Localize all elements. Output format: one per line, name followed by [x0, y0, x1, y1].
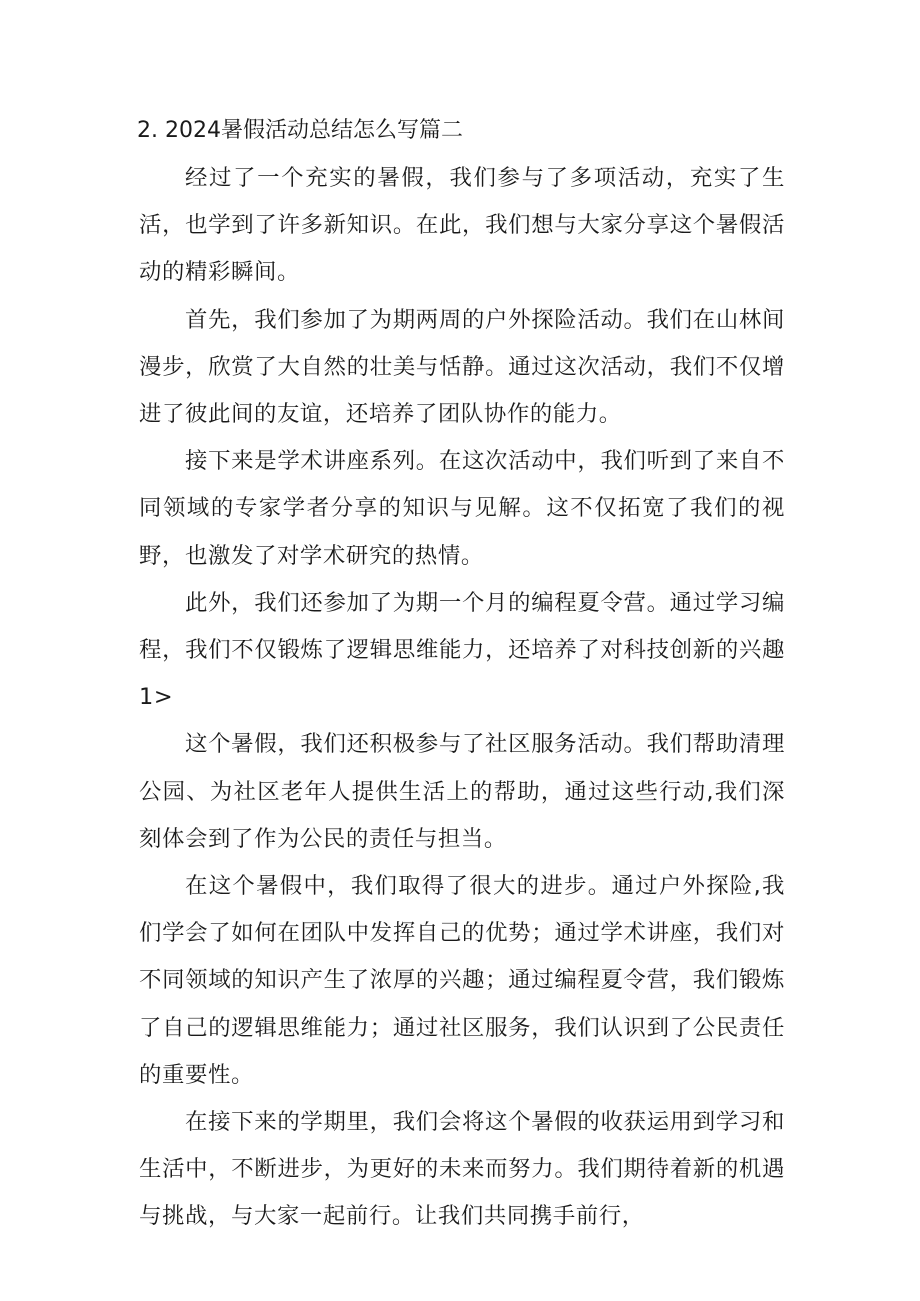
paragraph: 这个暑假，我们还积极参与了社区服务活动。我们帮助清理公园、为社区老年人提供生活上的帮助，通过这些行动,我们深刻体会到了作为公民的责任与担当。: [139, 731, 785, 852]
paragraph: 经过了一个充实的暑假，我们参与了多项活动，充实了生活，也学到了许多新知识。在此，我们想与大家分享这个暑假活动的精彩瞬间。: [139, 165, 785, 286]
paragraph: 接下来是学术讲座系列。在这次活动中，我们听到了来自不同领域的专家学者分享的知识与见解。这不仅拓宽了我们的视野，也激发了对学术研究的热情。: [139, 448, 785, 569]
section-heading: 2. 2024暑假活动总结怎么写篇二: [137, 118, 463, 143]
paragraph: 首先，我们参加了为期两周的户外探险活动。我们在山林间漫步，欣赏了大自然的壮美与恬静。通过这次活动，我们不仅增进了彼此间的友谊，还培养了团队协作的能力。: [139, 306, 785, 428]
paragraph: 在这个暑假中，我们取得了很大的进步。通过户外探险,我们学会了如何在团队中发挥自己的优势；通过学术讲座，我们对不同领域的知识产生了浓厚的兴趣；通过编程夏令营，我们锻炼了自己的逻辑思维能力；通过社区服务，我们认识到了公民责任的重要性。: [139, 873, 785, 1088]
document-body: [139, 155, 785, 1241]
paragraph: 此外，我们还参加了为期一个月的编程夏令营。通过学习编程，我们不仅锻炼了逻辑思维能力，还培养了对科技创新的兴趣1>: [139, 589, 785, 711]
paragraph: 在接下来的学期里，我们会将这个暑假的收获运用到学习和生活中，不断进步，为更好的未来而努力。我们期待着新的机遇与挑战，与大家一起前行。让我们共同携手前行，: [139, 1109, 785, 1230]
